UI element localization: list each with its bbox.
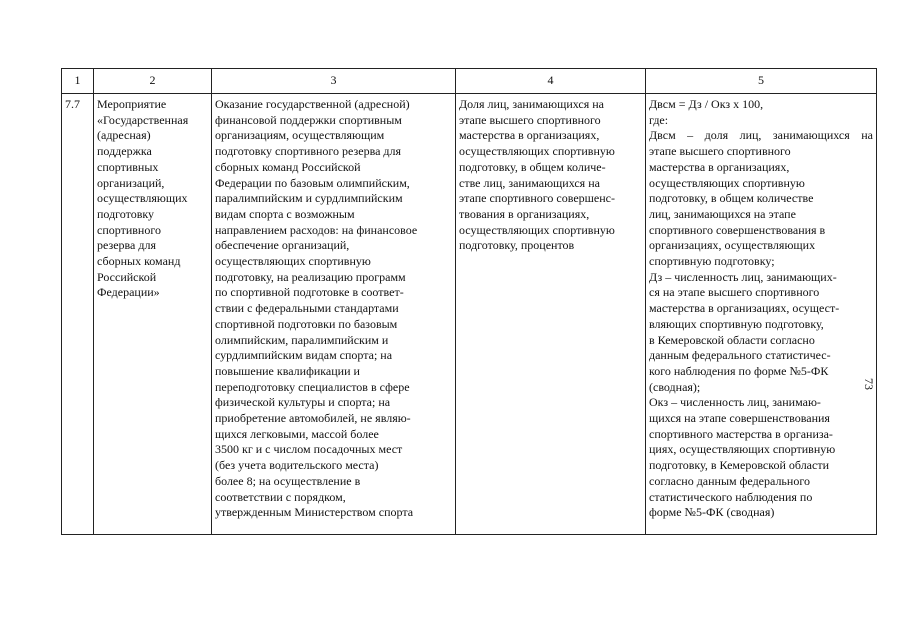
text-line: Оказание государственной (адресной) xyxy=(215,97,410,111)
text-line: осуществляющих спортивную xyxy=(649,175,805,190)
text-line: Двсм = Дз / Окз х 100, xyxy=(649,97,764,111)
event-cell xyxy=(94,94,212,535)
text-line: физической культуры и спорта; на xyxy=(215,395,391,410)
text-line: подготовку, на реализацию программ xyxy=(215,269,406,284)
text-line: организациях, осуществляющих xyxy=(649,238,816,253)
text-line: спортивного совершенствования в xyxy=(649,222,826,237)
column-header-2: 2 xyxy=(94,69,212,94)
text-line: подготовку, в общем количе- xyxy=(459,159,606,174)
text-line: данным федерального статистичес- xyxy=(649,348,831,363)
text-line: этапе высшего спортивного xyxy=(649,144,791,159)
text-line: осуществляющих спортивную xyxy=(215,254,371,269)
text-line: спортивного мастерства в организа- xyxy=(649,426,833,441)
text-line: кого наблюдения по форме №5-ФК xyxy=(649,363,829,378)
text-line: «Государственная xyxy=(97,112,189,127)
text-line: направлением расходов: на финансовое xyxy=(215,222,418,237)
text-line: спортивного xyxy=(97,222,161,237)
text-line: подготовку, процентов xyxy=(459,238,575,253)
text-line: ствии с федеральными стандартами xyxy=(215,301,399,316)
text-line: Доля лиц, занимающихся на xyxy=(459,97,604,111)
text-line: статистического наблюдения по xyxy=(649,489,813,504)
text-line: обеспечение организаций, xyxy=(215,238,350,253)
formula-cell xyxy=(646,94,877,535)
text-line: осуществляющих спортивную xyxy=(459,222,615,237)
text-line: олимпийским, паралимпийским и xyxy=(215,332,389,347)
text-line: резерва для xyxy=(97,238,156,253)
text-line: где: xyxy=(649,112,669,127)
row-number-cell xyxy=(62,94,94,535)
page-number: 73 xyxy=(862,378,876,390)
text-line: спортивной подготовки по базовым xyxy=(215,316,398,331)
text-line: подготовку спортивного резерва для xyxy=(215,144,402,159)
text-line: спортивных xyxy=(97,159,159,174)
text-line: Российской xyxy=(97,269,157,284)
text-line: (адресная) xyxy=(97,128,151,143)
description-text xyxy=(215,97,452,521)
text-line: финансовой поддержки спортивным xyxy=(215,112,402,127)
text-line: подготовку, в Кемеровской области xyxy=(649,458,829,473)
column-header-3: 3 xyxy=(212,69,456,94)
text-line: видам спорта с возможным xyxy=(215,206,355,221)
text-line: паралимпийским и сурдлимпийским xyxy=(215,191,403,206)
text-line: 3500 кг и с числом посадочных мест xyxy=(215,442,403,457)
text-line: организациям, осуществляющим xyxy=(215,128,385,143)
formula-text xyxy=(649,97,873,521)
text-line: (без учета водительского места) xyxy=(215,458,379,473)
text-line: в Кемеровской области согласно xyxy=(649,332,815,347)
text-line: согласно данным федерального xyxy=(649,473,810,488)
description-cell xyxy=(212,94,456,535)
text-line: по спортивной подготовке в соответ- xyxy=(215,285,404,300)
column-header-5: 5 xyxy=(646,69,877,94)
indicator-cell xyxy=(456,94,646,535)
column-header-1: 1 xyxy=(62,69,94,94)
text-line: подготовку, в общем количестве xyxy=(649,191,814,206)
text-line: форме №5-ФК (сводная) xyxy=(649,505,775,520)
text-line: поддержка xyxy=(97,144,152,159)
text-line: циях, осуществляющих спортивную xyxy=(649,442,836,457)
text-line: сурдлимпийским видам спорта; на xyxy=(215,348,393,363)
text-line: лиц, занимающихся на этапе xyxy=(649,206,796,221)
text-line: стве лиц, занимающихся на xyxy=(459,175,600,190)
text-line: мастерства в организациях, xyxy=(649,159,790,174)
text-line: мастерства в организациях, xyxy=(459,128,600,143)
text-line: этапе высшего спортивного xyxy=(459,112,601,127)
text-line: приобретение автомобилей, не являю- xyxy=(215,411,411,426)
row-number: 7.7 xyxy=(65,97,80,111)
text-line: сборных команд xyxy=(97,254,181,269)
text-line: соответствии с порядком, xyxy=(215,489,346,504)
text-line: Федерации по базовым олимпийским, xyxy=(215,175,410,190)
text-line: осуществляющих спортивную xyxy=(459,144,615,159)
text-line: Двсм – доля лиц, занимающихся на xyxy=(649,128,873,143)
text-line: подготовку xyxy=(97,206,155,221)
table-row xyxy=(62,94,877,535)
text-line: твования в организациях, xyxy=(459,206,590,221)
text-line: ся на этапе высшего спортивного xyxy=(649,285,820,300)
event-text xyxy=(97,97,208,301)
text-line: щихся легковыми, массой более xyxy=(215,426,379,441)
text-line: щихся на этапе совершенствования xyxy=(649,411,830,426)
text-line: Окз – численность лиц, занимаю- xyxy=(649,395,821,410)
text-line: Мероприятие xyxy=(97,97,167,111)
text-line: (сводная); xyxy=(649,379,701,394)
text-line: Дз – численность лиц, занимающих- xyxy=(649,269,837,284)
table-header-row xyxy=(62,69,877,94)
text-line: осуществляющих xyxy=(97,191,188,206)
text-line: сборных команд Российской xyxy=(215,159,361,174)
text-line: более 8; на осуществление в xyxy=(215,473,361,488)
indicator-text xyxy=(459,97,642,254)
text-line: спортивную подготовку; xyxy=(649,254,775,269)
text-line: утвержденным Министерством спорта xyxy=(215,505,414,520)
text-line: этапе спортивного совершенс- xyxy=(459,191,615,206)
data-table xyxy=(61,68,877,535)
text-line: мастерства в организациях, осущест- xyxy=(649,301,840,316)
text-line: переподготовку специалистов в сфере xyxy=(215,379,410,394)
column-header-4: 4 xyxy=(456,69,646,94)
text-line: организаций, xyxy=(97,175,165,190)
text-line: Федерации» xyxy=(97,285,160,300)
text-line: вляющих спортивную подготовку, xyxy=(649,316,824,331)
text-line: повышение квалификации и xyxy=(215,363,360,378)
